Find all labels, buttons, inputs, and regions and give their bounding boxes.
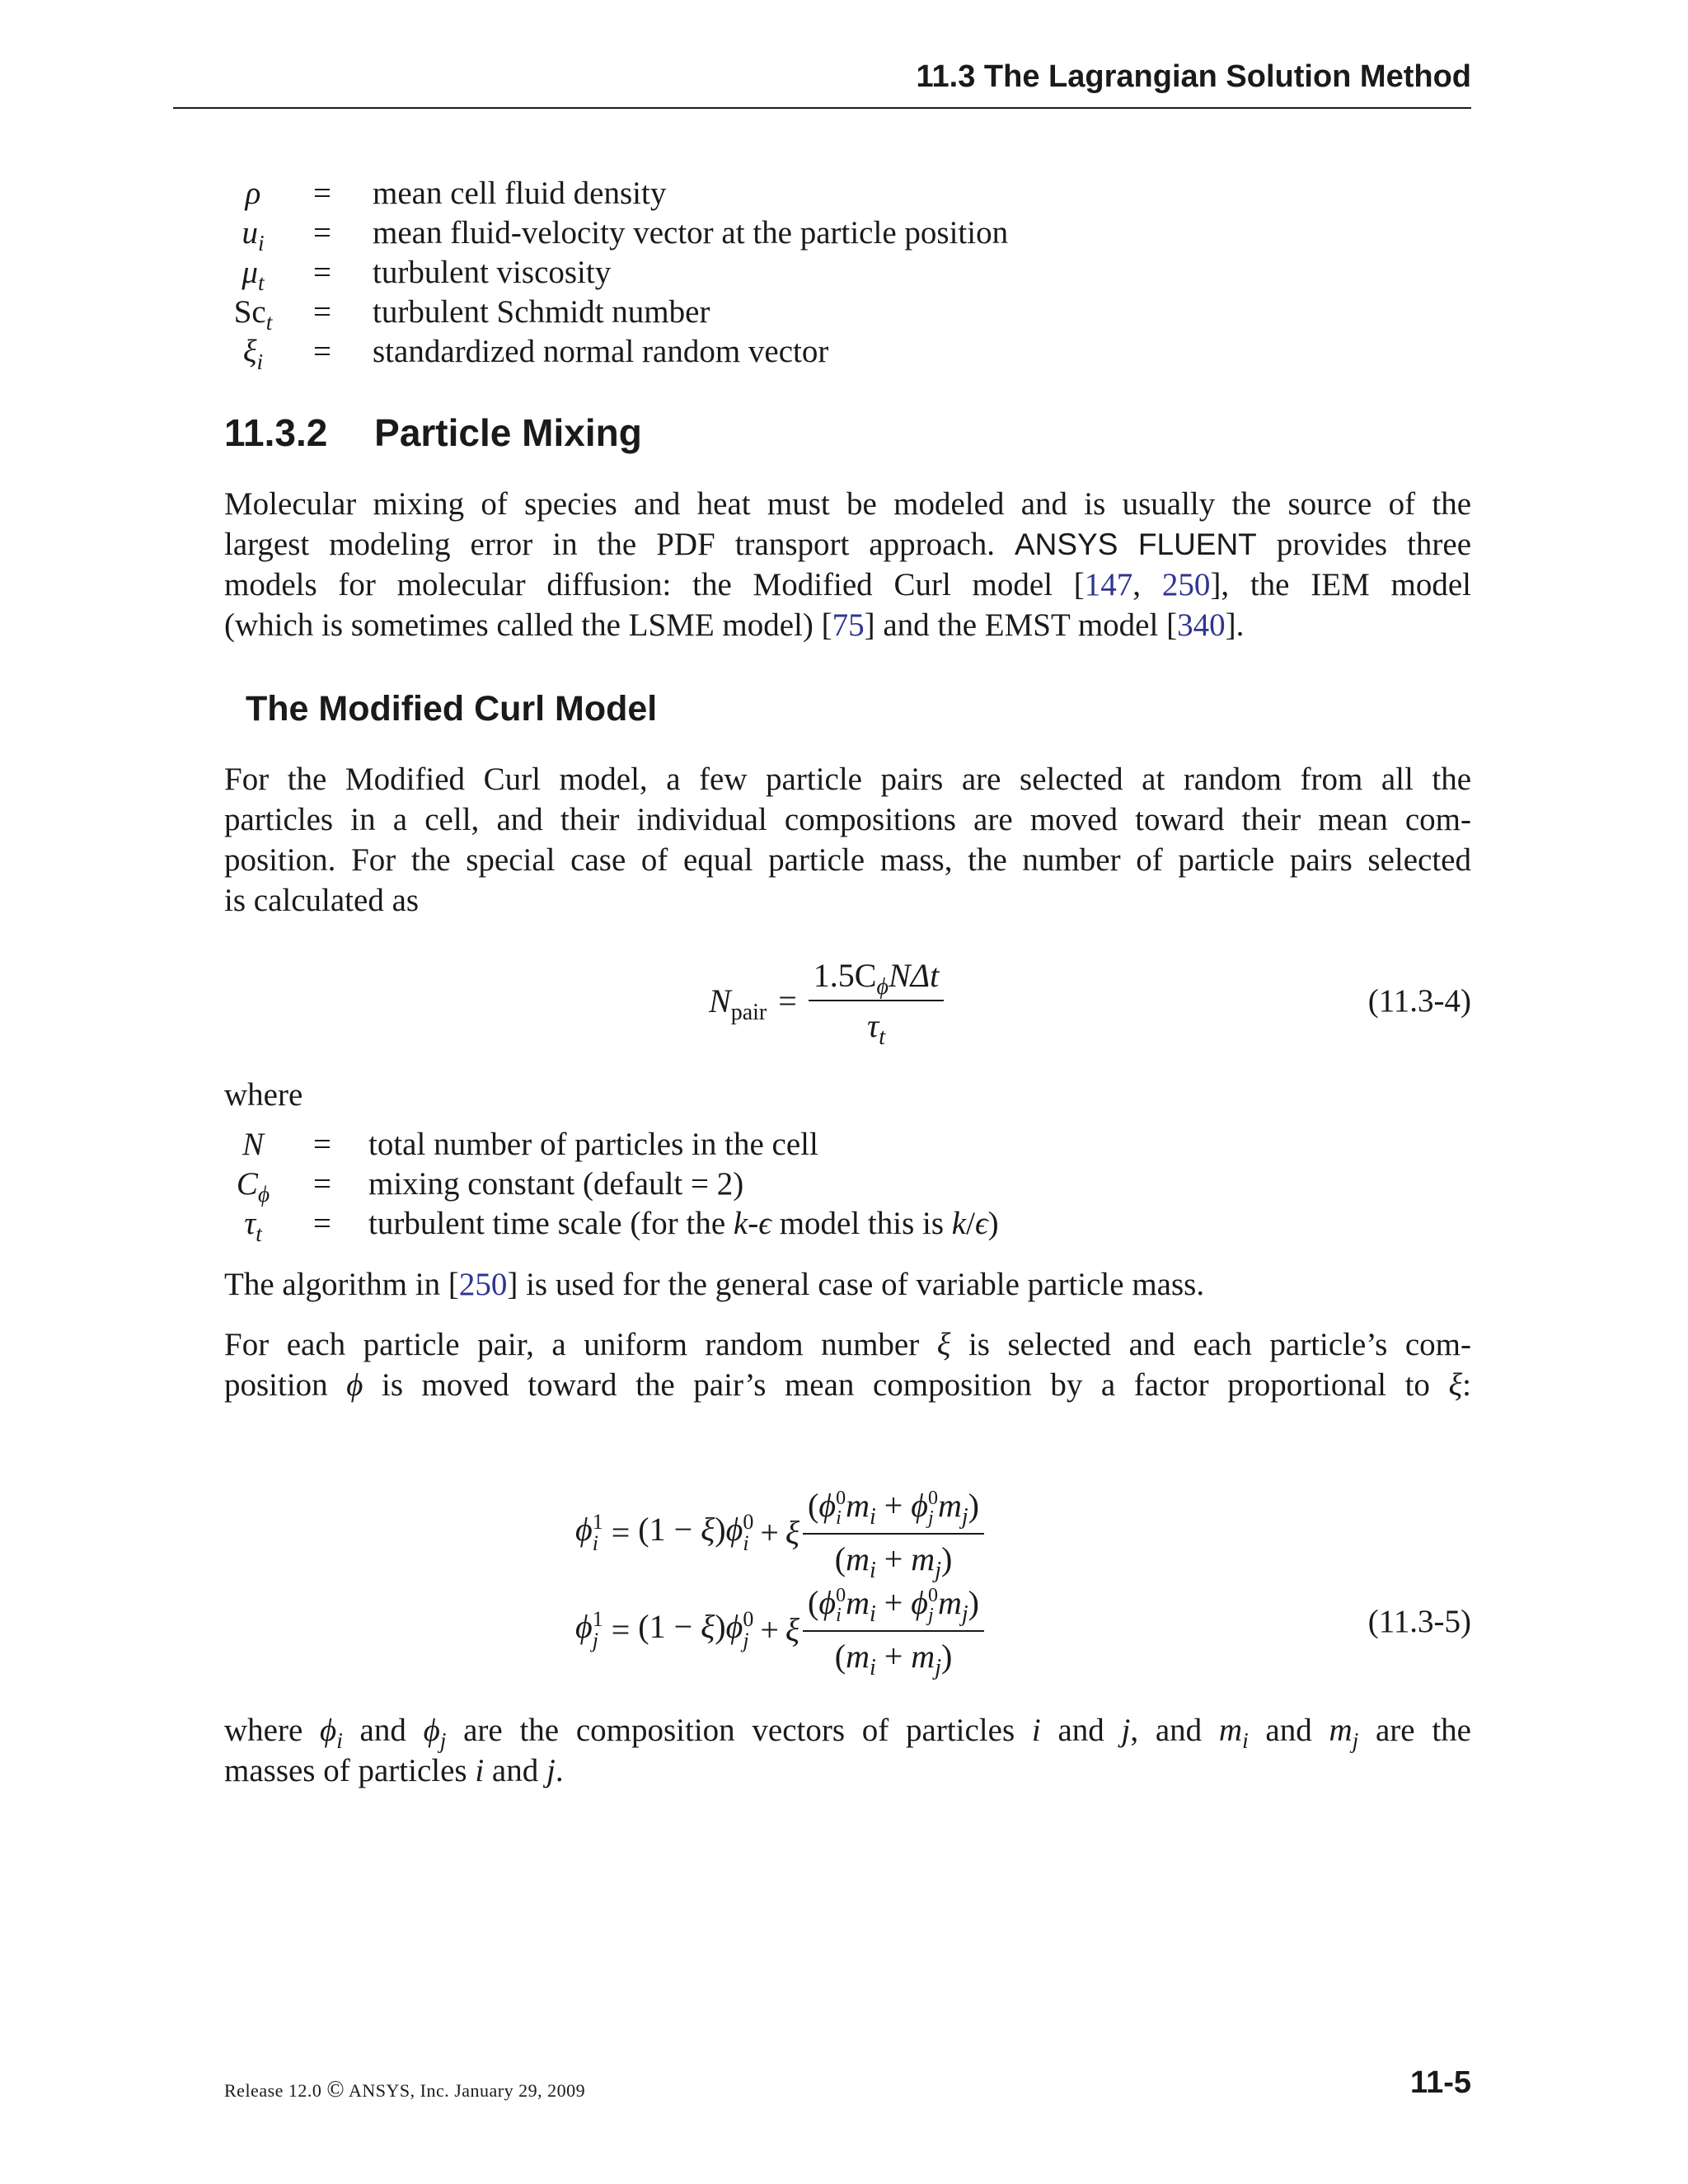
header-rule	[173, 107, 1471, 109]
equation-composition-update	[575, 1483, 984, 1681]
product-name: ANSYS FLUENT	[1014, 527, 1257, 561]
intro-paragraph: Molecular mixing of species and heat must be modeled and is usually the source of the largest modeling error in the PDF transport approach. ANSYS FLUENT provides three models for molecular diffusion: the Modified Curl model [147, 250], the IEM model (which is sometimes called the LSME model) [75] and the EMST model [340].	[224, 486, 1472, 643]
citation-link[interactable]: 250	[458, 1267, 508, 1302]
pair-paragraph: For each particle pair, a uniform random number ξ is selected and each particle’s com- position ϕ is moved toward the pair’s mean composition by a factor proportional to ξ:	[224, 1327, 1471, 1403]
equation-line-j: ϕ 1 j = (1 − ξ)ϕ 0 j + ξ (ϕ 0 i $m_i + \phi$ 0 j $m_j$) $(m_i + m_j)$	[575, 1581, 984, 1678]
equation-npair: $N_{pair}$ = $\frac{1.5C_\phi N\Delta t}{\tau_t}$	[709, 956, 944, 1045]
subsection-heading: The Modified Curl Model	[246, 689, 658, 729]
citation-link[interactable]: 147	[1084, 567, 1133, 602]
citation-link[interactable]: 340	[1177, 607, 1226, 643]
page-number: 11-5	[1410, 2065, 1471, 2100]
final-paragraph: where $\phi_i$ and $\phi_j$ are the composition vectors of particles i and j, and $m_i$ and $m_j$ are the masses of particles i and j.	[224, 1713, 1471, 1788]
section-title: Particle Mixing	[374, 411, 642, 454]
equation-number: (11.3-4)	[1367, 983, 1471, 1019]
where-label: where	[224, 1077, 303, 1113]
running-header: 11.3 The Lagrangian Solution Method	[916, 59, 1471, 94]
equation-number: (11.3-5)	[1367, 1604, 1471, 1639]
copyright-symbol: ©	[326, 2077, 345, 2102]
npair-definitions: N = total number of particles in the cell $C_\phi$ = mixing constant (default = 2) $\tau_t$ = turbulent time scale (for the k-ϵ model this is k/ϵ)	[236, 1127, 999, 1246]
section-heading	[224, 410, 642, 455]
algorithm-sentence: The algorithm in [250] is used for the general case of variable particle mass.	[224, 1267, 1205, 1302]
section-number: 11.3.2	[224, 411, 328, 454]
curl-paragraph: For the Modified Curl model, a few particle pairs are selected at random from all the particles in a cell, and their individual compositions are moved toward their mean com- position. For the special case of equal particle mass, the number of particle pairs selected is calculated as	[224, 762, 1471, 918]
top-definitions: ρ = mean cell fluid density $u_i$ = mean fluid-velocity vector at the particle position $\mu_t$ = turbulent viscosity $Sc_t$ = turbulent Schmidt number $\xi_i$ = standardized normal random vector	[233, 176, 1009, 374]
citation-link[interactable]: 250	[1161, 567, 1211, 602]
citation-link[interactable]: 75	[832, 607, 865, 643]
footer-release: Release 12.0 © ANSYS, Inc. January 29, 2009	[224, 2077, 586, 2102]
equation-line-i: ϕ 1 i = (1 − ξ)ϕ 0 i + ξ (ϕ 0 i $m_i + \phi$ 0 j $m_j$) $(m_i + m_j)$	[575, 1483, 984, 1581]
